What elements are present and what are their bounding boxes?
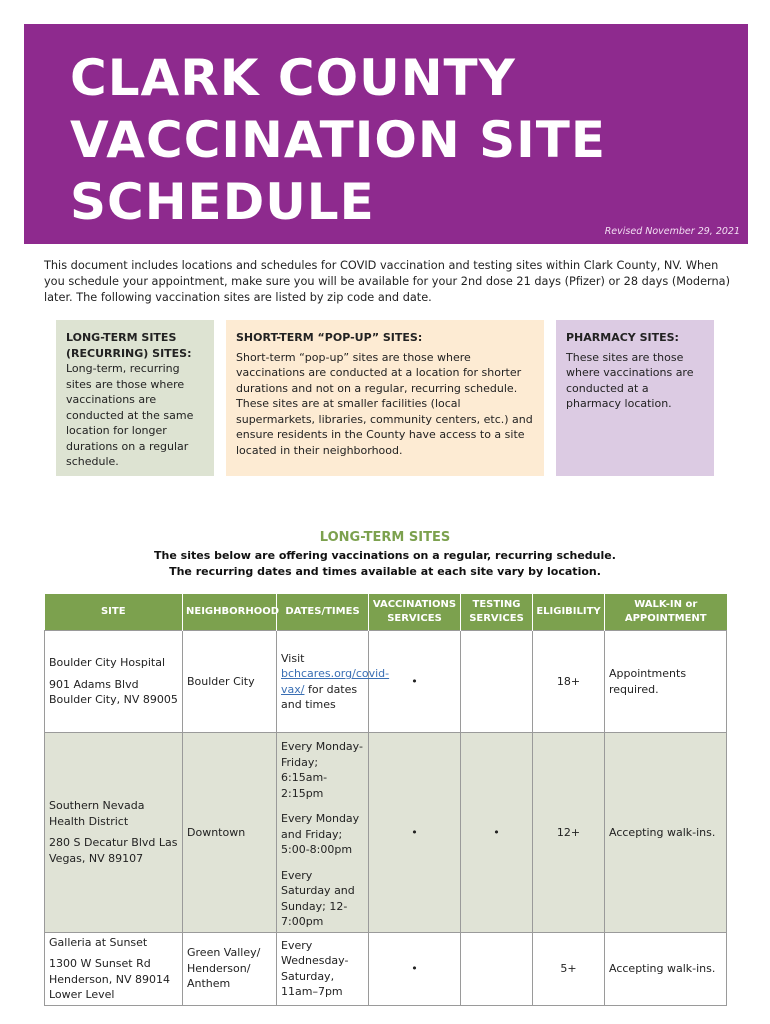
site-cell [45, 733, 183, 933]
dates-entry: Every Monday-Friday; 6:15am-2:15pm [281, 740, 363, 800]
walkin-cell: Accepting walk-ins. [605, 932, 727, 1005]
dates-entry: Every Monday and Friday; 5:00-8:00pm [281, 812, 360, 856]
long-term-info-box [56, 320, 214, 476]
neighborhood-cell: Downtown [183, 733, 277, 933]
dates-suffix: for dates and times [281, 682, 358, 711]
neighborhood-cell: Green Valley/ Henderson/ Anthem [183, 932, 277, 1005]
site-address: 280 S Decatur Blvd Las Vegas, NV 89107 [49, 836, 178, 865]
revised-date: Revised November 29, 2021 [604, 226, 740, 237]
short-term-info-box [226, 320, 544, 476]
testing-cell [461, 631, 533, 733]
site-name: Boulder City Hospital [49, 656, 166, 670]
column-header-neighborhood: NEIGHBORHOOD [183, 594, 277, 631]
column-header-eligibility: ELIGIBILITY [533, 594, 605, 631]
section-subtitle-line-2: The recurring dates and times available at each site vary by location. [169, 565, 601, 578]
dates-cell [277, 733, 369, 933]
site-cell [45, 631, 183, 733]
eligibility-cell: 18+ [533, 631, 605, 733]
column-header-vaccinations: VACCINATIONS SERVICES [369, 594, 461, 631]
column-header-walkin: WALK-IN or APPOINTMENT [605, 594, 727, 631]
site-address: 901 Adams Blvd Boulder City, NV 89005 [49, 677, 178, 707]
site-name: Southern Nevada Health District [49, 799, 145, 828]
short-term-box-text: Short-term “pop-up” sites are those where vaccinations are conducted at a location for shorter durations and not on a regular, recurring schedule. These sites are at smaller facilities (local supermarkets, libraries, community centers, etc.) and ensure residents in the County have access to a site located in their neighborhood. [236, 350, 533, 457]
site-name: Galleria at Sunset [49, 935, 148, 949]
table-row [45, 631, 727, 733]
walkin-cell: Accepting walk-ins. [605, 733, 727, 933]
vaccinations-cell: • [369, 932, 461, 1005]
schedule-table [44, 594, 727, 1006]
section-subtitle [0, 548, 770, 580]
table-row [45, 932, 727, 1005]
testing-cell: • [461, 733, 533, 933]
eligibility-cell: 5+ [533, 932, 605, 1005]
dates-cell [277, 631, 390, 733]
testing-cell [461, 932, 533, 1005]
table-row [45, 733, 727, 933]
column-header-dates-times: DATES/TIMES [277, 594, 369, 631]
table-header-row [45, 594, 727, 631]
pharmacy-box-text: These sites are those where vaccinations are conducted at a pharmacy location. [566, 350, 694, 410]
dates-entry: Every Saturday and Sunday; 12-7:00pm [281, 868, 355, 928]
column-header-testing: TESTING SERVICES [461, 594, 533, 631]
page-title-line-2: VACCINATION SITE [70, 111, 606, 169]
long-term-box-text: Long-term, recurring sites are those where vaccinations are conducted at the same location for longer durations on a regular schedule. [66, 362, 194, 468]
dates-cell: Every Wednesday-Saturday, 11am–7pm [277, 932, 369, 1005]
section-subtitle-line-1: The sites below are offering vaccinations on a regular, recurring schedule. [154, 549, 616, 562]
pharmacy-info-box [556, 320, 714, 476]
column-header-site: SITE [45, 594, 183, 631]
site-cell [45, 932, 183, 1005]
intro-paragraph: This document includes locations and schedules for COVID vaccination and testing sites within Clark County, NV. When you schedule your appointment, make sure you will be available for your 2nd dose 21 days (Pfizer) or 28 days (Moderna) later. The following vaccination sites are listed by zip code and date. [44, 259, 730, 304]
long-term-box-title: LONG-TERM SITES (RECURRING) SITES: [66, 331, 192, 360]
pharmacy-box-title: PHARMACY SITES: [566, 331, 679, 344]
vaccinations-cell: • [369, 631, 461, 733]
section-title: LONG-TERM SITES [319, 530, 451, 545]
neighborhood-cell: Boulder City [183, 631, 277, 733]
page-title-line-1: CLARK COUNTY [70, 49, 516, 107]
vaccinations-cell: • [369, 733, 461, 933]
title-banner [24, 24, 748, 244]
dates-prefix: Visit [281, 651, 305, 665]
site-address: 1300 W Sunset Rd Henderson, NV 89014 Lower Level [49, 957, 170, 1001]
page-title-line-3: SCHEDULE [70, 173, 375, 231]
short-term-box-title: SHORT-TERM “POP-UP” SITES: [236, 331, 423, 344]
walkin-cell: Appointments required. [605, 631, 727, 733]
vax-info-link[interactable]: bchcares.org/covid-vax/ [281, 667, 390, 696]
eligibility-cell: 12+ [533, 733, 605, 933]
